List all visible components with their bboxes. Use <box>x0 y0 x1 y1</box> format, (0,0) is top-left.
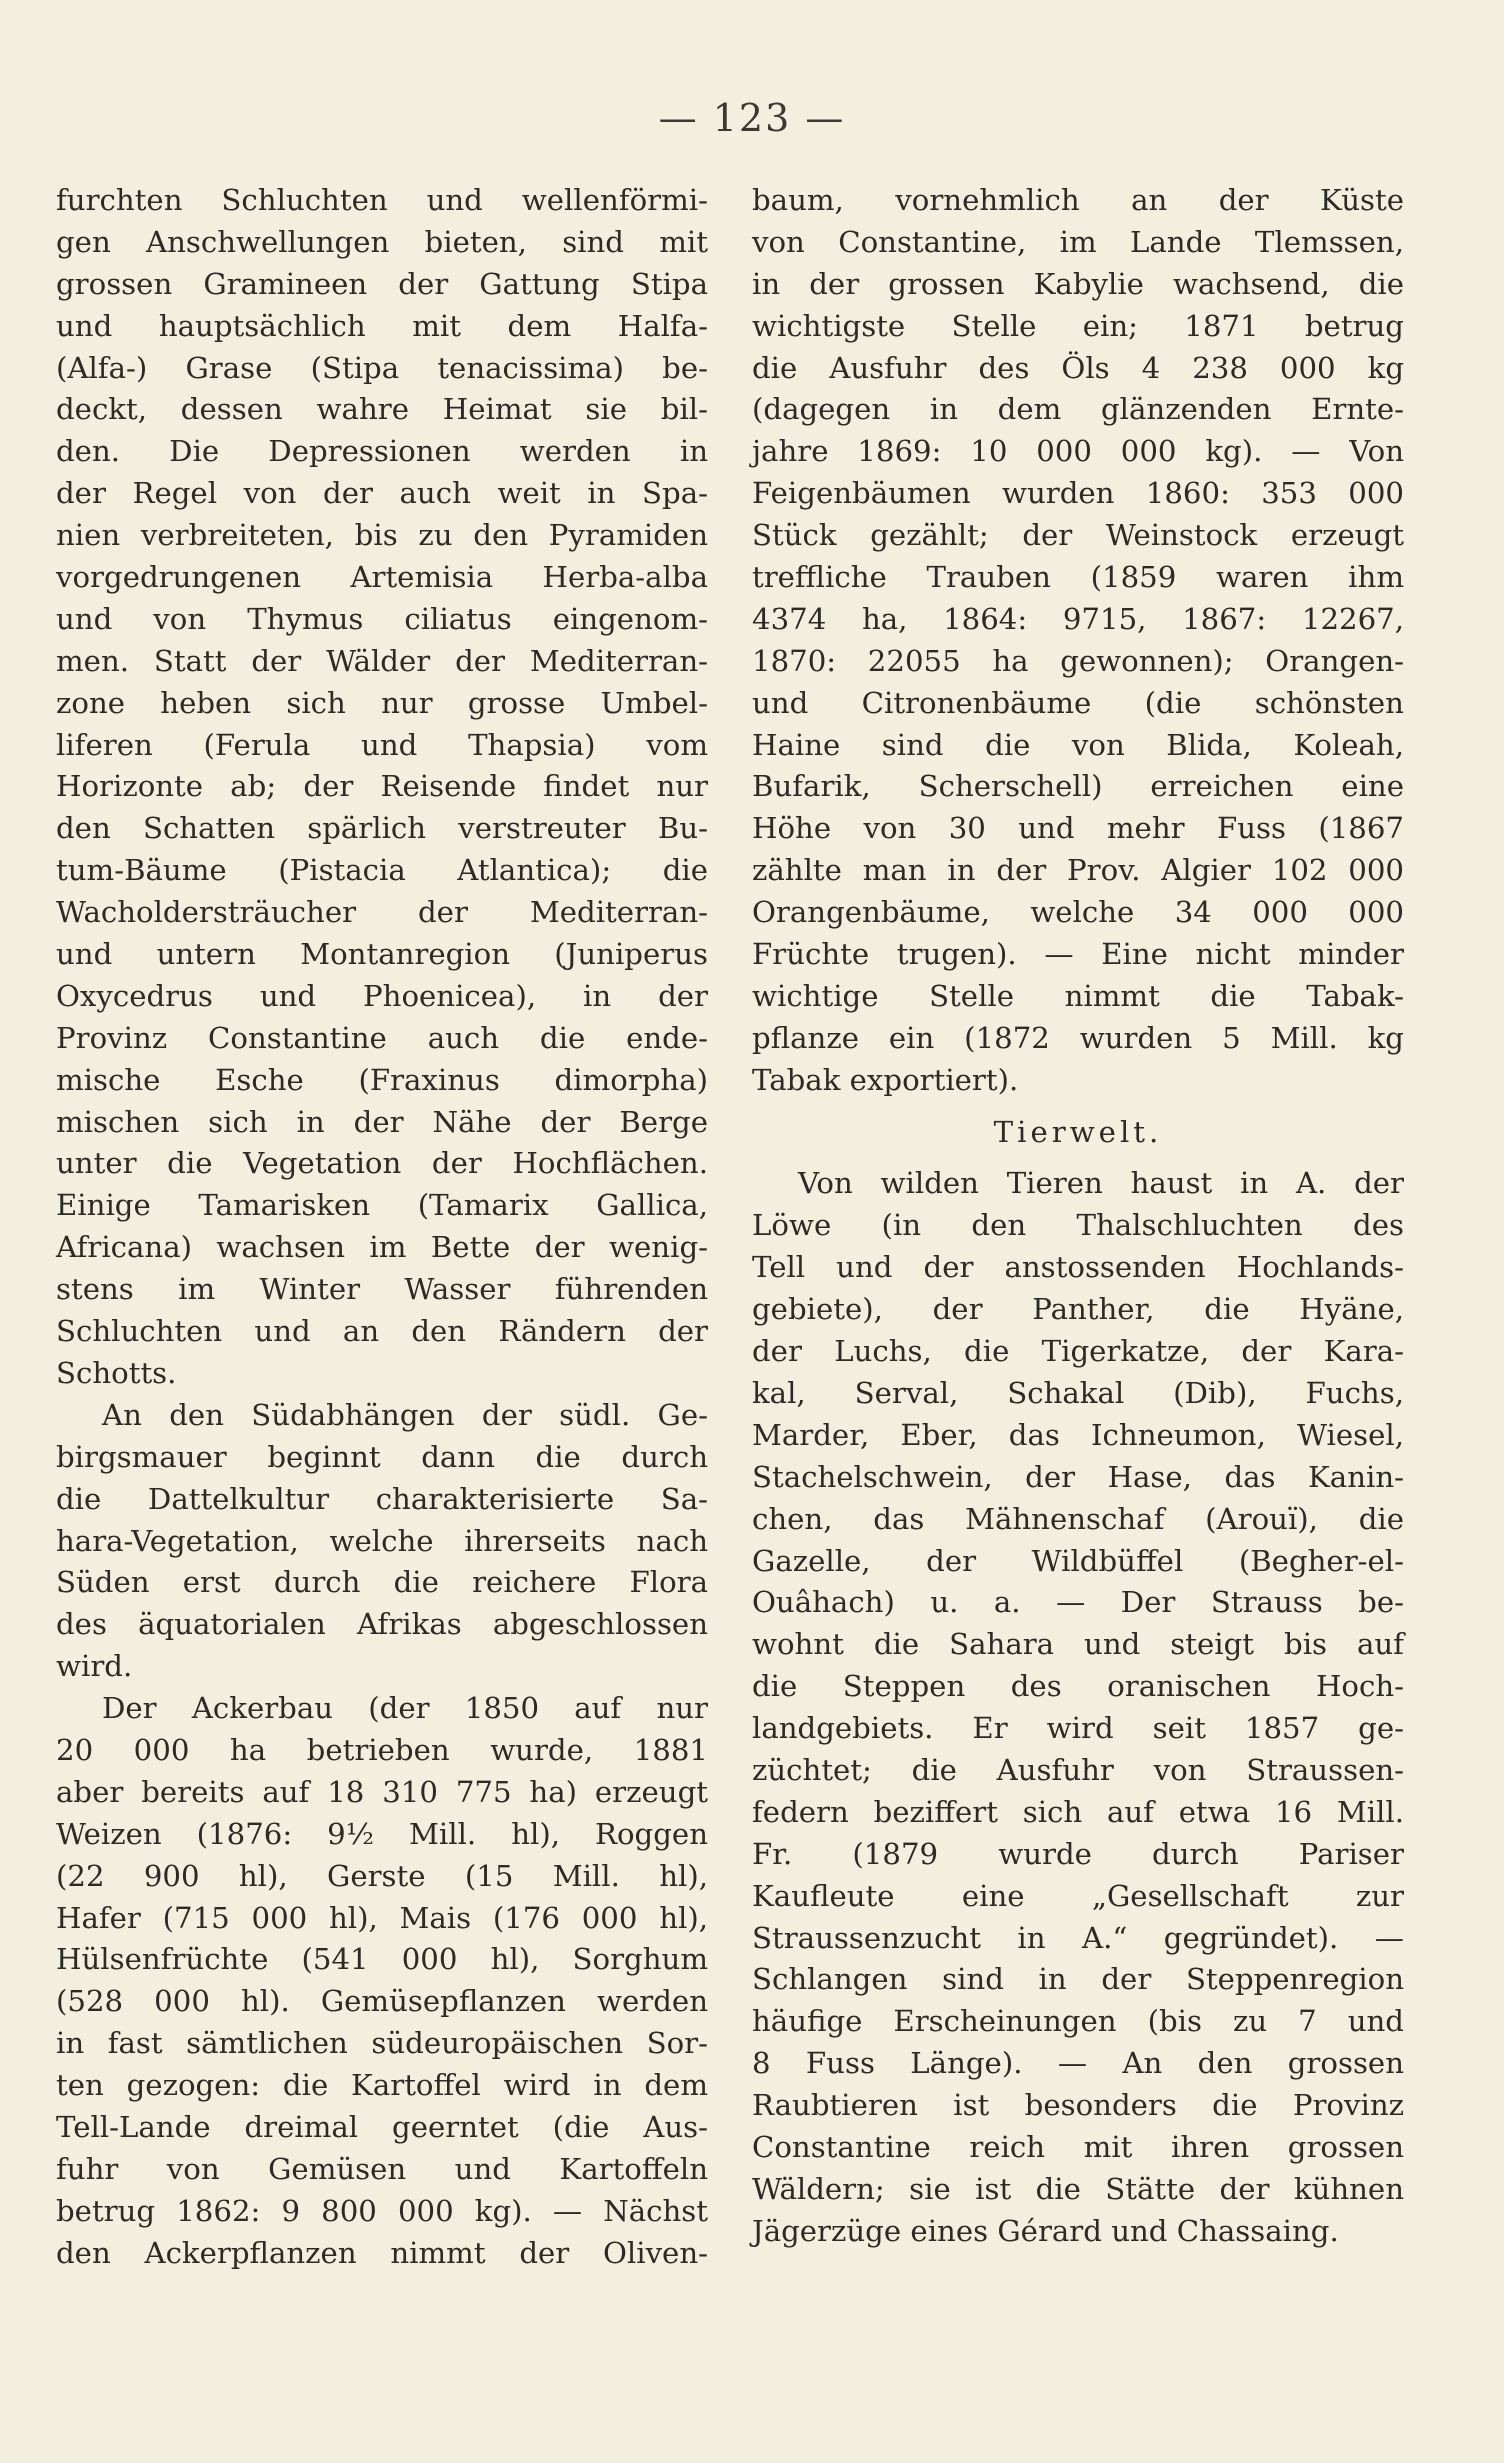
text-line: Africana) wachsen im Bette der wenig- <box>56 1230 708 1265</box>
text-line: Horizonte ab; der Reisende findet nur <box>56 769 708 804</box>
text-line: gebiete), der Panther, die Hyäne, <box>752 1292 1404 1327</box>
text-line: aber bereits auf 18 310 775 ha) erzeugt <box>56 1774 708 1809</box>
page-number: — 123 — <box>658 96 846 140</box>
text-line: 1870: 22055 ha gewonnen); Orangen- <box>752 643 1404 678</box>
text-line: treffliche Trauben (1859 waren ihm <box>752 560 1404 595</box>
text-line: Haine sind die von Blida, Koleah, <box>752 727 1404 762</box>
text-line: (dagegen in dem glänzenden Ernte- <box>752 392 1404 427</box>
text-line: wird. <box>56 1649 133 1684</box>
text-line: und Citronenbäume (die schönsten <box>752 685 1404 720</box>
text-line: den Schatten spärlich verstreuter Bu- <box>56 811 708 846</box>
text-line: Hülsenfrüchte (541 000 hl), Sorghum <box>56 1942 708 1977</box>
text-line: deckt, dessen wahre Heimat sie bil- <box>56 392 708 427</box>
text-line: Bufarik, Scherschell) erreichen eine <box>752 769 1404 804</box>
text-line: Orangenbäume, welche 34 000 000 <box>752 895 1404 930</box>
text-line: Gazelle, der Wildbüffel (Begher-el- <box>752 1543 1404 1578</box>
text-line: häufige Erscheinungen (bis zu 7 und <box>752 2004 1404 2039</box>
text-line: Marder, Eber, das Ichneumon, Wiesel, <box>752 1417 1404 1452</box>
text-line: von Constantine, im Lande Tlemssen, <box>752 224 1404 259</box>
text-line: und von Thymus ciliatus eingenom- <box>56 601 708 636</box>
text-line: Wacholdersträucher der Mediterran- <box>56 895 708 930</box>
text-line: die Steppen des oranischen Hoch- <box>752 1669 1404 1704</box>
text-line: tum-Bäume (Pistacia Atlantica); die <box>56 853 708 888</box>
text-line: Hafer (715 000 hl), Mais (176 000 hl), <box>56 1900 708 1935</box>
text-line: ten gezogen: die Kartoffel wird in dem <box>56 2068 708 2103</box>
text-line: gen Anschwellungen bieten, sind mit <box>56 224 708 259</box>
section-heading: Tierwelt. <box>993 1114 1163 1149</box>
text-line: Schlangen sind in der Steppenregion <box>752 1962 1404 1997</box>
text-line: Ouâhach) u. a. — Der Strauss be- <box>752 1585 1404 1620</box>
text-line: Stachelschwein, der Hase, das Kanin- <box>752 1459 1404 1494</box>
text-line: Raubtieren ist besonders die Provinz <box>752 2088 1404 2123</box>
text-line: Straussenzucht in A.“ gegründet). — <box>752 1920 1404 1955</box>
text-line: (22 900 hl), Gerste (15 Mill. hl), <box>56 1858 708 1893</box>
text-line: An den Südabhängen der südl. Ge- <box>102 1397 708 1432</box>
text-line: züchtet; die Ausfuhr von Straussen- <box>752 1752 1404 1787</box>
text-line: Jägerzüge eines Gérard und Chassaing. <box>752 2213 1339 2248</box>
text-line: chen, das Mähnenschaf (Arouï), die <box>752 1501 1404 1536</box>
text-line: fuhr von Gemüsen und Kartoffeln <box>56 2151 708 2186</box>
text-line: in der grossen Kabylie wachsend, die <box>752 266 1404 301</box>
text-line: mische Esche (Fraxinus dimorpha) <box>56 1062 708 1097</box>
text-line: kal, Serval, Schakal (Dib), Fuchs, <box>752 1375 1404 1410</box>
right-column <box>752 180 1404 2253</box>
text-line: und hauptsächlich mit dem Halfa- <box>56 308 708 343</box>
text-line: landgebiets. Er wird seit 1857 ge- <box>752 1711 1404 1746</box>
text-line: Schotts. <box>56 1355 177 1390</box>
text-line: Früchte trugen). — Eine nicht minder <box>752 937 1404 972</box>
text-line: nien verbreiteten, bis zu den Pyramiden <box>56 518 708 553</box>
text-line: mischen sich in der Nähe der Berge <box>56 1104 708 1139</box>
text-line: Süden erst durch die reichere Flora <box>56 1565 708 1600</box>
text-line: unter die Vegetation der Hochflächen. <box>56 1146 708 1181</box>
text-line: Provinz Constantine auch die ende- <box>56 1020 708 1055</box>
text-line: hara-Vegetation, welche ihrerseits nach <box>56 1523 708 1558</box>
text-line: Feigenbäumen wurden 1860: 353 000 <box>752 476 1404 511</box>
text-line: furchten Schluchten und wellenförmi- <box>56 183 708 217</box>
text-line: die Dattelkultur charakterisierte Sa- <box>56 1481 708 1516</box>
text-line: liferen (Ferula und Thapsia) vom <box>56 727 708 762</box>
text-line: der Luchs, die Tigerkatze, der Kara- <box>752 1334 1404 1369</box>
text-line: Der Ackerbau (der 1850 auf nur <box>102 1691 708 1726</box>
text-line: wichtigste Stelle ein; 1871 betrug <box>752 308 1404 343</box>
text-line: (Alfa-) Grase (Stipa tenacissima) be- <box>56 350 708 385</box>
text-line: Tell und der anstossenden Hochlands- <box>752 1250 1404 1285</box>
text-line: Oxycedrus und Phoenicea), in der <box>56 978 708 1013</box>
text-line: 4374 ha, 1864: 9715, 1867: 12267, <box>752 601 1404 636</box>
text-line: und untern Montanregion (Juniperus <box>56 937 708 972</box>
left-column <box>56 180 708 2275</box>
text-line: Höhe von 30 und mehr Fuss (1867 <box>752 811 1404 846</box>
text-line: wichtige Stelle nimmt die Tabak- <box>752 978 1404 1013</box>
text-line: betrug 1862: 9 800 000 kg). — Nächst <box>56 2193 708 2228</box>
text-line: stens im Winter Wasser führenden <box>56 1272 708 1307</box>
text-line: vorgedrungenen Artemisia Herba-alba <box>56 560 708 595</box>
text-line: die Ausfuhr des Öls 4 238 000 kg <box>752 350 1404 385</box>
text-line: zählte man in der Prov. Algier 102 000 <box>752 853 1404 888</box>
text-line: Stück gezählt; der Weinstock erzeugt <box>752 518 1404 553</box>
text-line: des äquatorialen Afrikas abgeschlossen <box>56 1607 708 1642</box>
text-line: Wäldern; sie ist die Stätte der kühnen <box>752 2171 1404 2206</box>
text-line: in fast sämtlichen südeuropäischen Sor- <box>56 2026 708 2061</box>
text-line: jahre 1869: 10 000 000 kg). — Von <box>752 434 1404 469</box>
text-line: men. Statt der Wälder der Mediterran- <box>56 643 708 678</box>
text-line: 8 Fuss Länge). — An den grossen <box>752 2046 1404 2081</box>
text-line: Fr. (1879 wurde durch Pariser <box>752 1836 1404 1871</box>
text-line: wohnt die Sahara und steigt bis auf <box>752 1627 1404 1662</box>
text-line: zone heben sich nur grosse Umbel- <box>56 685 708 720</box>
text-line: grossen Gramineen der Gattung Stipa <box>56 266 708 301</box>
text-line: baum, vornehmlich an der Küste <box>752 183 1404 217</box>
text-line: Tabak exportiert). <box>752 1062 1019 1097</box>
text-line: der Regel von der auch weit in Spa- <box>56 476 708 511</box>
text-line: Tell-Lande dreimal geerntet (die Aus- <box>56 2109 708 2144</box>
text-line: den Ackerpflanzen nimmt der Oliven- <box>56 2235 708 2270</box>
text-line: Kaufleute eine „Gesellschaft zur <box>752 1878 1404 1913</box>
text-line: (528 000 hl). Gemüsepflanzen werden <box>56 1984 708 2019</box>
text-line: Von wilden Tieren haust in A. der <box>798 1166 1404 1201</box>
text-line: pflanze ein (1872 wurden 5 Mill. kg <box>752 1020 1404 1055</box>
text-line: Schluchten und an den Rändern der <box>56 1314 708 1349</box>
text-line: Einige Tamarisken (Tamarix Gallica, <box>56 1188 708 1223</box>
text-line: birgsmauer beginnt dann die durch <box>56 1439 708 1474</box>
text-line: Löwe (in den Thalschluchten des <box>752 1208 1404 1243</box>
text-line: federn beziffert sich auf etwa 16 Mill. <box>752 1794 1404 1829</box>
text-line: Constantine reich mit ihren grossen <box>752 2129 1404 2164</box>
text-line: den. Die Depressionen werden in <box>56 434 708 469</box>
text-line: Weizen (1876: 9½ Mill. hl), Roggen <box>56 1816 708 1851</box>
text-line: 20 000 ha betrieben wurde, 1881 <box>56 1732 708 1767</box>
